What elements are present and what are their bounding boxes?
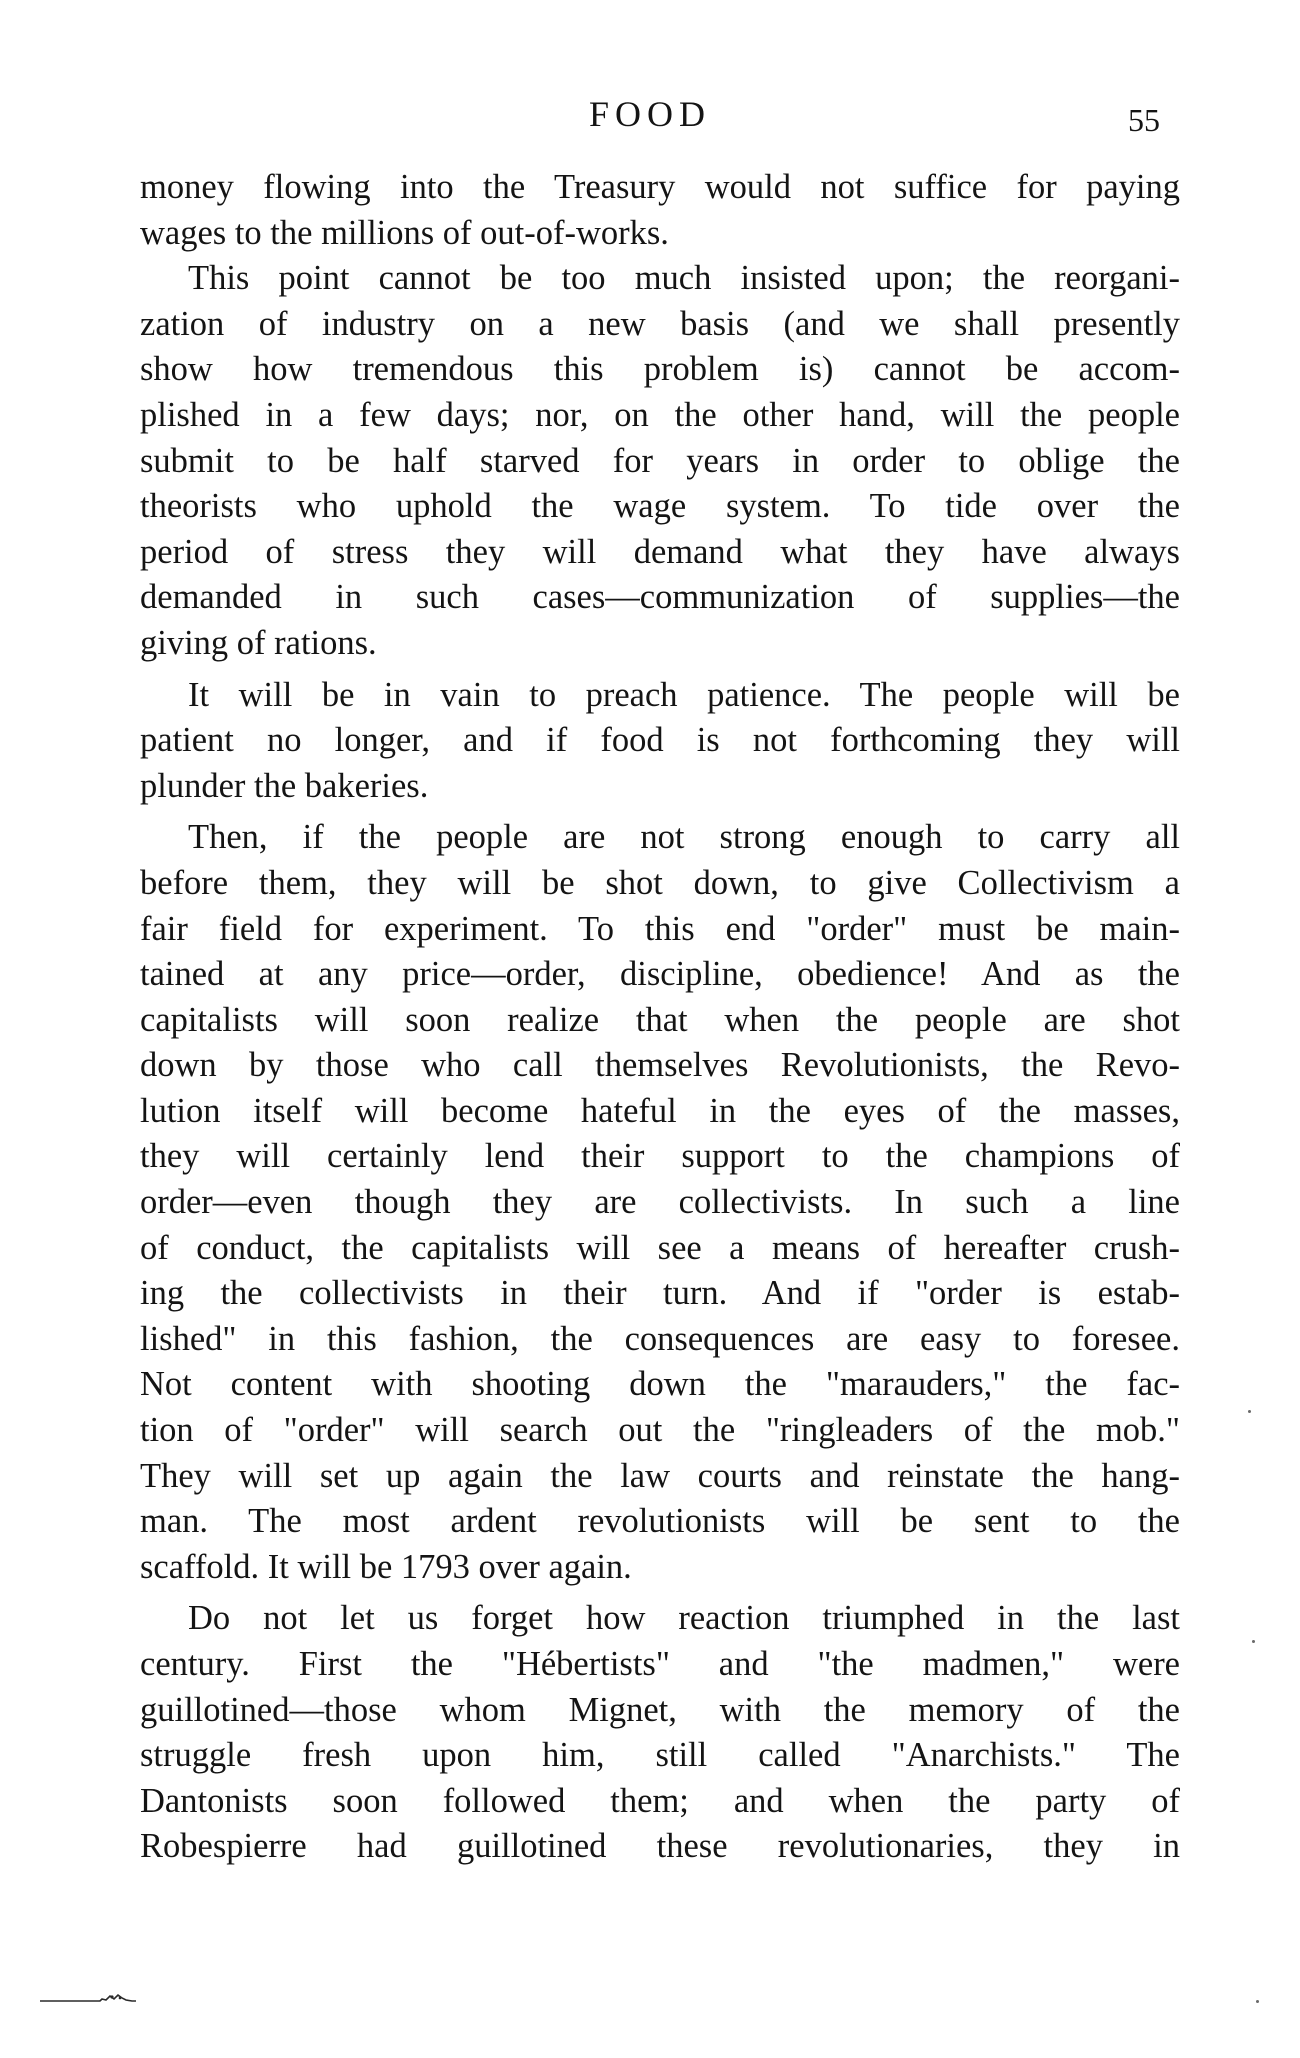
ink-smudge [40,1993,140,2003]
paragraph-first-line: Do not let us forget how reaction triumphed in the last [188,1599,1180,1638]
text-line: period of stress they will demand what they have always [140,532,1180,571]
margin-speck [1248,1410,1251,1413]
paragraph-first-line: Then, if the people are not strong enough to carry all [188,818,1180,857]
text-line: order—even though they are collectivists. In such a line [140,1183,1180,1222]
text-line: patient no longer, and if food is not forthcoming they will [140,721,1180,760]
text-line: scaffold. It will be 1793 over again. [140,1547,632,1586]
text-line: fair field for experiment. To this end "order" must be main- [140,909,1180,948]
text-line: Dantonists soon followed them; and when the party of [140,1781,1180,1820]
text-line: tained at any price—order, discipline, obedience! And as the [140,955,1180,994]
text-line: lished" in this fashion, the consequences are easy to foresee. [140,1319,1180,1358]
text-line: century. First the "Hébertists" and "the madmen," were [140,1645,1180,1683]
text-line: wages to the millions of out-of-works. [140,213,669,252]
text-line: They will set up again the law courts and reinstate the hang- [140,1456,1180,1495]
text-line: ing the collectivists in their turn. And if "order is estab- [140,1274,1180,1313]
text-line: plunder the bakeries. [140,766,429,805]
margin-speck [1256,2000,1259,2003]
body-text [140,165,1180,1870]
running-title: FOOD [588,94,711,134]
text-line: of conduct, the capitalists will see a means of hereafter crush- [140,1228,1180,1267]
text-line: they will certainly lend their support to the champions of [140,1137,1180,1176]
text-line: capitalists will soon realize that when the people are shot [140,1000,1180,1039]
text-line: zation of industry on a new basis (and we shall presently [140,304,1180,343]
text-line: struggle fresh upon him, still called "Anarchists." The [140,1736,1180,1775]
text-line: man. The most ardent revolutionists will be sent to the [140,1502,1180,1541]
margin-speck [1252,1640,1255,1643]
text-line: lution itself will become hateful in the eyes of the masses, [140,1091,1180,1130]
paragraph-first-line: This point cannot be too much insisted upon; the reorgani- [188,259,1180,298]
text-line: Not content with shooting down the "marauders," the fac- [140,1365,1180,1404]
text-line: before them, they will be shot down, to give Collectivism a [140,863,1180,902]
text-line: show how tremendous this problem is) cannot be accom- [140,350,1180,389]
text-line: Robespierre had guillotined these revolutionaries, they in [140,1827,1180,1866]
text-line: guillotined—those whom Mignet, with the memory of the [140,1690,1180,1729]
page-number: 55 [1128,102,1160,138]
text-line: down by those who call themselves Revolutionists, the Revo- [140,1046,1180,1085]
text-line: demanded in such cases—communization of supplies—the [140,578,1180,617]
text-line: submit to be half starved for years in order to oblige the [140,441,1180,480]
text-line: giving of rations. [140,623,377,662]
text-line: money flowing into the Treasury would not suffice for paying [140,168,1180,206]
paragraph-first-line: It will be in vain to preach patience. The people will be [188,675,1180,714]
text-line: tion of "order" will search out the "ringleaders of the mob." [140,1411,1180,1450]
text-line: theorists who uphold the wage system. To tide over the [140,487,1180,526]
text-line: plished in a few days; nor, on the other hand, will the people [140,395,1180,434]
